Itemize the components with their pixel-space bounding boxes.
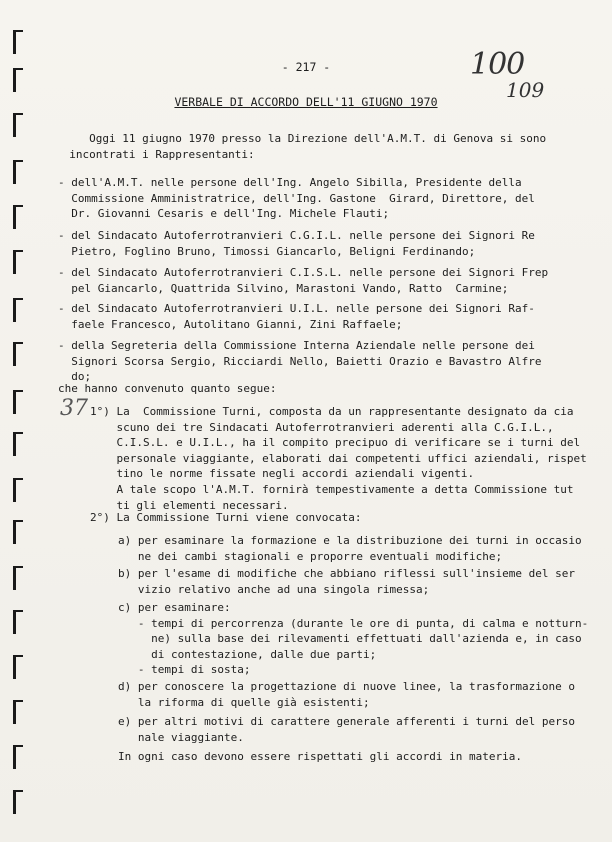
page-number: - 217 - (281, 60, 331, 74)
handwritten-page-number (470, 47, 560, 102)
binding-mark (13, 30, 23, 54)
binding-mark (13, 298, 23, 322)
party-item: - del Sindacato Autoferrotranvieri U.I.L. nelle persone dei Signori Raf- faele Francesco, Autolitano Gianni, Zini Raffaele; (58, 302, 535, 331)
binding-edge (0, 0, 34, 842)
sub-point-a: a) per esaminare la formazione e la distribuzione dei turni in occasio ne dei cambi stagionali e proporre eventuali modifiche; (118, 534, 582, 563)
title-text: VERBALE DI ACCORDO DELL'11 GIUGNO 1970 (174, 95, 438, 109)
document-title (0, 95, 612, 109)
party-item: - della Segreteria della Commissione Interna Aziendale nelle persone dei Signori Scorsa Sergio, Ricciardi Nello, Baietti Orazio e Bavastro Alfre do; (58, 339, 542, 384)
binding-mark (13, 113, 23, 137)
binding-mark (13, 390, 23, 414)
point-2: 2°) La Commissione Turni viene convocata: (90, 511, 362, 524)
binding-mark (13, 700, 23, 724)
party-item: - dell'A.M.T. nelle persone dell'Ing. Angelo Sibilla, Presidente della Commissione Amministratrice, dell'Ing. Gastone Girard, Direttore, del Dr. Giovanni Cesaris e dell'Ing. Michele Flauti; (58, 176, 535, 221)
binding-mark (13, 520, 23, 544)
binding-mark (13, 745, 23, 769)
intro-paragraph: Oggi 11 giugno 1970 presso la Direzione dell'A.M.T. di Genova si sono incontrati i Rappresentanti: (69, 132, 547, 161)
binding-mark (13, 478, 23, 502)
party-item: - del Sindacato Autoferrotranvieri C.I.S.L. nelle persone dei Signori Frep pel Giancarlo, Quattrida Silvino, Marastoni Vando, Ratto Carmine; (58, 266, 549, 295)
party-item: - del Sindacato Autoferrotranvieri C.G.I.L. nelle persone dei Signori Re Pietro, Foglino Bruno, Timossi Giancarlo, Beligni Ferdinando; (58, 229, 535, 258)
closing-line: In ogni caso devono essere rispettati gli accordi in materia. (118, 750, 522, 763)
binding-mark (13, 342, 23, 366)
binding-mark (13, 432, 23, 456)
handwritten-number-top: 100 (470, 47, 525, 82)
binding-mark (13, 160, 23, 184)
sub-point-e: e) per altri motivi di carattere generale afferenti i turni del perso nale viaggiante. (118, 715, 575, 744)
binding-mark (13, 566, 23, 590)
handwritten-number-bottom: 109 (506, 78, 545, 102)
binding-mark (13, 790, 23, 814)
sub-point-d: d) per conoscere la progettazione di nuove linee, la trasformazione o la riforma di quelle già esistenti; (118, 680, 575, 709)
binding-mark (13, 610, 23, 634)
sub-point-b: b) per l'esame di modifiche che abbiano riflessi sull'insieme del ser vizio relativo anche ad una singola rimessa; (118, 567, 575, 596)
handwritten-margin-note: 37 (60, 396, 88, 421)
agreed-line: che hanno convenuto quanto segue: (58, 382, 277, 395)
binding-mark (13, 250, 23, 274)
point-1: 1°) La Commissione Turni, composta da un rappresentante designato da cia scuno dei tre Sindacati Autoferrotranvieri aderenti alla C.G.I.L., C.I.S.L. e U.I.L., ha il compito precipuo di verificare se i turni del personale viaggiante, elaborati dai competenti uffici aziendali, rispet tino le norme fissate negli accordi aziendali vigenti. A tale scopo l'A.M.T. fornirà tempestivamente a detta Commissione tut ti gli elementi necessari. (90, 405, 587, 512)
sub-point-c: c) per esaminare: - tempi di percorrenza (durante le ore di punta, di calma e notturn- ne) sulla base dei rilevamenti effettuati dall'azienda e, in caso di contestazione, dalle due parti; - tempi di sosta; (118, 601, 589, 677)
binding-mark (13, 655, 23, 679)
binding-mark (13, 205, 23, 229)
